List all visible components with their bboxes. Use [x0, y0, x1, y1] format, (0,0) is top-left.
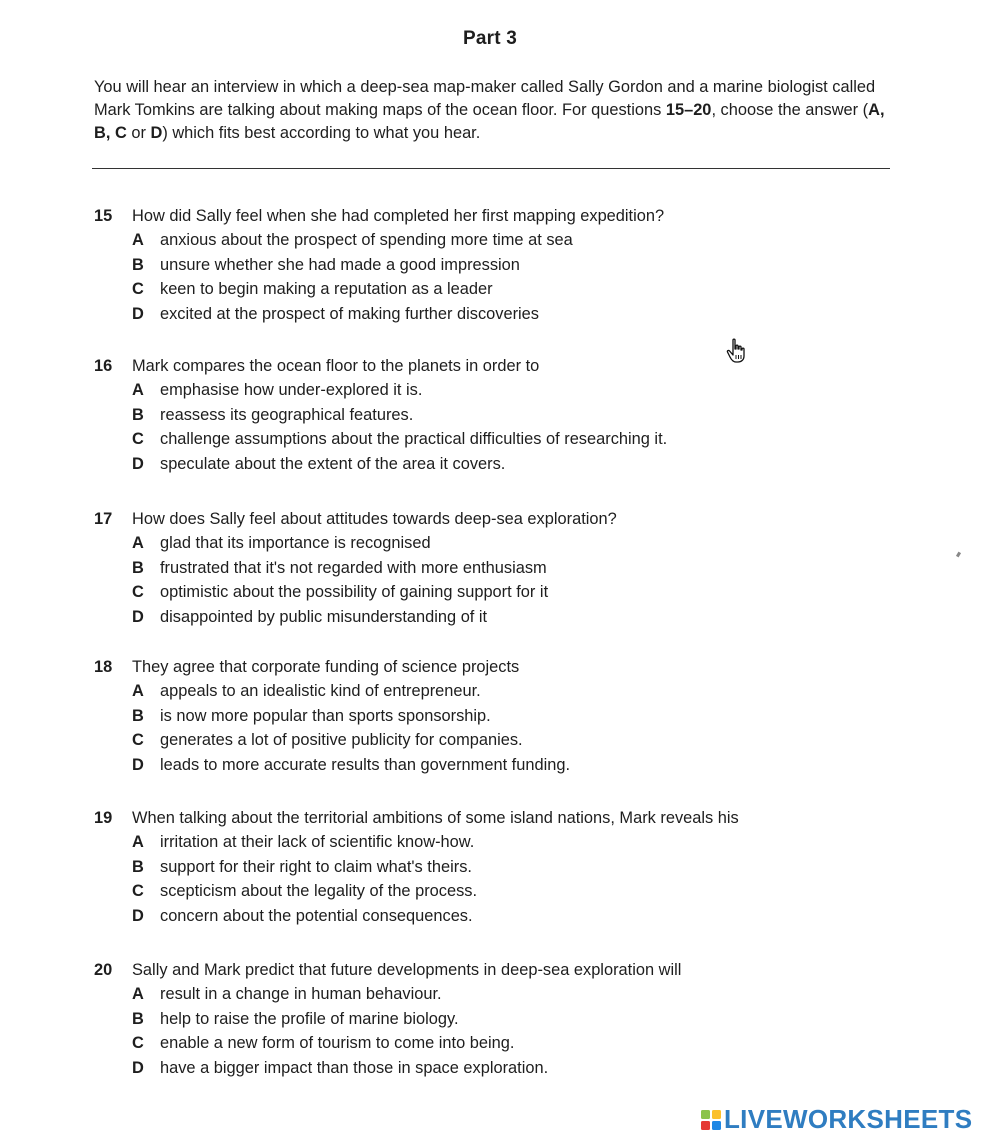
question-15	[94, 204, 894, 326]
answer-letters: A, B, C	[94, 101, 885, 142]
option-letter: C	[132, 583, 144, 602]
stray-mark	[956, 552, 961, 558]
option-text: challenge assumptions about the practical difficulties of researching it.	[160, 430, 668, 449]
option-letter: D	[132, 1058, 144, 1077]
option-text: unsure whether she had made a good impression	[160, 255, 520, 274]
option-text: disappointed by public misunderstanding of it	[160, 607, 488, 626]
option-letter: B	[132, 857, 144, 876]
answer-last-letter: D	[150, 124, 163, 142]
brand-name: LIVEWORKSHEETS	[724, 1104, 973, 1134]
option-letter: A	[132, 985, 144, 1003]
option-text: enable a new form of tourism to come into being.	[160, 1034, 515, 1053]
instructions-text-1: You will hear an interview in which a deep-sea map-maker called Sally Gordon and a marine biologist called Mark Tomkins are talking about making maps of the ocean floor. For questions	[94, 78, 876, 119]
option-b[interactable]	[94, 253, 894, 278]
option-b[interactable]	[94, 855, 894, 880]
option-letter: D	[132, 607, 144, 626]
option-letter: C	[132, 430, 144, 449]
option-letter: D	[132, 304, 144, 323]
option-letter: A	[132, 231, 144, 249]
option-text: reassess its geographical features.	[160, 405, 414, 424]
option-text: concern about the potential consequences.	[160, 906, 473, 925]
option-text: excited at the prospect of making further discoveries	[160, 304, 539, 323]
option-c[interactable]	[94, 879, 894, 904]
question-stem: Mark compares the ocean floor to the planets in order to	[132, 357, 540, 375]
option-text: glad that its importance is recognised	[160, 534, 431, 552]
option-letter: D	[132, 454, 144, 473]
instructions-text-3: ) which fits best according to what you hear.	[162, 124, 481, 142]
option-letter: A	[132, 682, 144, 700]
page-title: Part 3	[462, 28, 517, 49]
option-letter: D	[132, 755, 144, 774]
option-letter: C	[132, 1034, 144, 1053]
instructions-text-2: , choose the answer (	[711, 101, 869, 119]
option-c[interactable]	[94, 277, 894, 302]
option-letter: D	[132, 906, 144, 925]
option-text: have a bigger impact than those in space exploration.	[160, 1058, 549, 1077]
option-text: optimistic about the possibility of gaining support for it	[160, 583, 549, 602]
question-number: 17	[94, 510, 113, 528]
option-letter: A	[132, 534, 144, 552]
option-letter: C	[132, 280, 144, 299]
question-19	[94, 806, 894, 928]
divider	[92, 168, 890, 169]
option-letter: B	[132, 1009, 144, 1028]
option-text: generates a lot of positive publicity for companies.	[160, 731, 523, 750]
question-stem: How does Sally feel about attitudes towards deep-sea exploration?	[132, 510, 617, 528]
option-c[interactable]	[94, 1031, 894, 1056]
option-a[interactable]	[94, 679, 894, 704]
option-text: keen to begin making a reputation as a leader	[160, 280, 493, 299]
option-text: emphasise how under-explored it is.	[160, 381, 423, 399]
option-text: scepticism about the legality of the process.	[160, 882, 478, 901]
question-range: 15–20	[665, 101, 712, 119]
option-text: frustrated that it's not regarded with more enthusiasm	[160, 558, 547, 577]
option-b[interactable]	[94, 403, 894, 428]
option-letter: A	[132, 381, 144, 399]
option-c[interactable]	[94, 580, 894, 605]
question-number: 15	[94, 207, 113, 225]
option-letter: B	[132, 255, 144, 274]
option-text: help to raise the profile of marine biology.	[160, 1009, 459, 1028]
question-number: 19	[94, 809, 113, 827]
option-a[interactable]	[94, 531, 894, 556]
instructions-or: or	[126, 124, 151, 142]
option-b[interactable]	[94, 556, 894, 581]
option-text: anxious about the prospect of spending more time at sea	[160, 231, 573, 249]
option-text: result in a change in human behaviour.	[160, 985, 442, 1003]
question-number: 16	[94, 357, 113, 375]
question-stem: When talking about the territorial ambitions of some island nations, Mark reveals his	[132, 809, 739, 827]
option-text: is now more popular than sports sponsorship.	[160, 706, 491, 725]
question-number: 20	[94, 961, 113, 979]
liveworksheets-logo[interactable]	[700, 1104, 972, 1135]
option-d[interactable]	[94, 605, 894, 630]
option-text: speculate about the extent of the area it covers.	[160, 454, 506, 473]
question-18	[94, 655, 894, 777]
option-letter: B	[132, 558, 144, 577]
option-a[interactable]	[94, 982, 894, 1007]
option-letter: A	[132, 833, 144, 851]
option-b[interactable]	[94, 1007, 894, 1032]
option-d[interactable]	[94, 904, 894, 929]
option-d[interactable]	[94, 452, 894, 477]
liveworksheets-logo-icon	[700, 1107, 722, 1133]
option-letter: C	[132, 731, 144, 750]
option-b[interactable]	[94, 704, 894, 729]
option-c[interactable]	[94, 728, 894, 753]
option-text: irritation at their lack of scientific know-how.	[160, 833, 475, 851]
option-letter: B	[132, 405, 144, 424]
option-a[interactable]	[94, 378, 894, 403]
option-text: appeals to an idealistic kind of entrepreneur.	[160, 682, 481, 700]
question-stem: They agree that corporate funding of science projects	[132, 658, 520, 676]
option-a[interactable]	[94, 830, 894, 855]
instructions	[94, 76, 892, 145]
option-a[interactable]	[94, 228, 894, 253]
option-c[interactable]	[94, 427, 894, 452]
question-number: 18	[94, 658, 113, 676]
option-d[interactable]	[94, 1056, 894, 1081]
option-text: leads to more accurate results than government funding.	[160, 755, 570, 774]
option-d[interactable]	[94, 302, 894, 327]
option-text: support for their right to claim what's theirs.	[160, 857, 472, 876]
option-letter: C	[132, 882, 144, 901]
question-16	[94, 354, 894, 476]
question-stem: Sally and Mark predict that future developments in deep-sea exploration will	[132, 961, 682, 979]
option-letter: B	[132, 706, 144, 725]
question-20	[94, 958, 894, 1080]
hand-pointer-icon	[726, 338, 748, 364]
question-17	[94, 507, 894, 629]
question-stem: How did Sally feel when she had completed her first mapping expedition?	[132, 207, 665, 225]
option-d[interactable]	[94, 753, 894, 778]
